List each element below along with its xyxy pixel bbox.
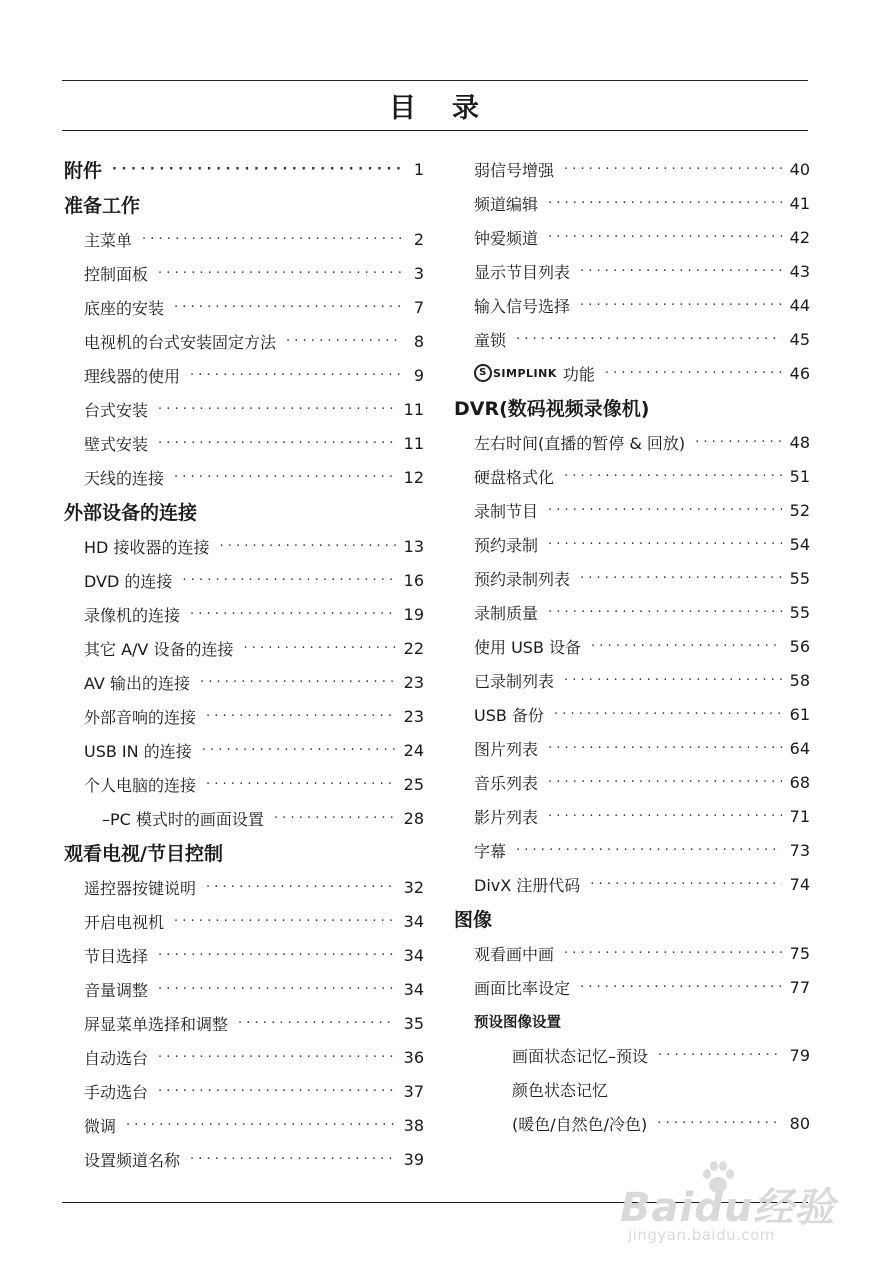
toc-entry[interactable] (454, 288, 810, 322)
toc-entry-label: 外部设备的连接 (64, 502, 198, 524)
toc-entry[interactable] (64, 665, 424, 699)
dot-leader (286, 335, 402, 348)
toc-entry[interactable] (454, 867, 810, 901)
dot-leader (190, 608, 396, 621)
dot-leader (516, 844, 782, 857)
toc-page-number: 71 (789, 806, 810, 826)
toc-entry-label: 预约录制列表 (474, 569, 571, 589)
toc-page-number: 43 (789, 261, 810, 281)
toc-entry[interactable] (64, 324, 424, 358)
toc-entry-label: 壁式安装 (84, 434, 149, 454)
toc-entry-label: 预设图像设置 (474, 1014, 561, 1031)
toc-entry-label: 天线的连接 (84, 468, 165, 488)
toc-page-number: 1 (413, 160, 424, 179)
toc-entry[interactable] (64, 529, 424, 563)
toc-entry[interactable] (64, 1040, 424, 1074)
toc-entry-label: 录像机的连接 (84, 605, 181, 625)
dot-leader (548, 538, 782, 551)
toc-section-heading[interactable] (64, 152, 424, 187)
dot-leader (200, 676, 396, 689)
toc-page-number: 79 (789, 1045, 810, 1065)
toc-entry-label: DVR(数码视频录像机) (454, 398, 650, 420)
toc-page-number: 58 (789, 670, 810, 690)
toc-entry[interactable] (64, 1074, 424, 1108)
toc-entry-label: 预约录制 (474, 535, 539, 555)
toc-entry[interactable] (454, 254, 810, 288)
dot-leader (158, 403, 396, 416)
title-char-1: 目 (389, 93, 418, 124)
dot-leader (564, 163, 782, 176)
dot-leader (591, 640, 782, 653)
toc-entry[interactable] (64, 256, 424, 290)
dot-leader (554, 708, 782, 721)
toc-entry-label: 控制面板 (84, 264, 149, 284)
toc-entry-label: 台式安装 (84, 400, 149, 420)
toc-page-number: 42 (789, 227, 810, 247)
dot-leader (158, 1085, 396, 1098)
toc-left-column (64, 152, 424, 1176)
toc-entry[interactable] (454, 527, 810, 561)
toc-page-number: 45 (789, 329, 810, 349)
dot-leader (206, 778, 396, 791)
toc-entry-label: 理线器的使用 (84, 366, 181, 386)
dot-leader (657, 1117, 781, 1130)
toc-entry-label: DivX 注册代码 (474, 875, 581, 895)
dot-leader (548, 197, 782, 210)
toc-entry-label: 主菜单 (84, 230, 133, 250)
toc-page-number: 52 (789, 500, 810, 520)
toc-entry-label: 电视机的台式安装固定方法 (84, 332, 277, 352)
toc-entry[interactable] (64, 597, 424, 631)
toc-page-number: 3 (413, 263, 424, 283)
toc-entry-label: USB IN 的连接 (84, 741, 192, 761)
toc-page-number: 35 (403, 1013, 424, 1033)
dot-leader (112, 163, 402, 176)
simplink-logo-icon: S SIMPLINK (474, 364, 557, 382)
dot-leader (605, 367, 782, 380)
toc-entry-label: 开启电视机 (84, 912, 165, 932)
toc-entry[interactable] (64, 870, 424, 904)
toc-entry[interactable] (454, 220, 810, 254)
toc-entry[interactable] (64, 358, 424, 392)
toc-page-number: 23 (403, 672, 424, 692)
dot-leader (182, 574, 395, 587)
toc-entry[interactable] (454, 833, 810, 867)
dot-leader (695, 436, 782, 449)
dot-leader (548, 504, 782, 517)
dot-leader (206, 710, 396, 723)
toc-entry-label: 颜色状态记忆 (512, 1080, 609, 1100)
watermark-url: jingyan.baidu.com (628, 1226, 775, 1244)
dot-leader (658, 1049, 782, 1062)
toc-entry[interactable] (64, 767, 424, 801)
toc-entry-label: 其它 A/V 设备的连接 (84, 639, 234, 659)
toc-entry[interactable] (454, 322, 810, 356)
toc-entry-label: 显示节目列表 (474, 262, 571, 282)
toc-page-number: 28 (403, 808, 424, 828)
dot-leader (158, 949, 396, 962)
toc-entry[interactable] (64, 426, 424, 460)
dot-leader (158, 1051, 396, 1064)
dot-leader (174, 915, 396, 928)
toc-page-number: 19 (403, 604, 424, 624)
toc-entry[interactable] (64, 631, 424, 665)
dot-leader (516, 333, 782, 346)
toc-entry[interactable] (64, 699, 424, 733)
toc-entry-label: 弱信号增强 (474, 160, 555, 180)
toc-entry-label: 自动选台 (84, 1048, 149, 1068)
toc-page-number: 39 (403, 1149, 424, 1169)
toc-entry-label: 字幕 (474, 841, 507, 861)
toc-page-number: 68 (789, 772, 810, 792)
toc-entry[interactable] (64, 290, 424, 324)
toc-entry[interactable] (454, 152, 810, 186)
toc-entry-label: 屏显菜单选择和调整 (84, 1014, 229, 1034)
toc-entry[interactable] (454, 1106, 810, 1140)
toc-entry[interactable] (454, 186, 810, 220)
toc-entry-label: 录制节目 (474, 501, 539, 521)
toc-page-number: 2 (413, 229, 424, 249)
dot-leader (238, 1017, 396, 1030)
toc-entry[interactable] (454, 765, 810, 799)
toc-page-number: 13 (403, 536, 424, 556)
toc-entry[interactable] (64, 972, 424, 1006)
dot-leader (548, 231, 782, 244)
toc-page-number: 34 (403, 979, 424, 999)
dot-leader (564, 674, 782, 687)
toc-entry[interactable] (454, 561, 810, 595)
toc-entry[interactable] (454, 425, 810, 459)
toc-page-number: 55 (789, 602, 810, 622)
toc-page-number: 9 (413, 365, 424, 385)
toc-entry[interactable] (454, 356, 810, 390)
toc-page-number: 7 (413, 297, 424, 317)
toc-entry[interactable] (64, 733, 424, 767)
dot-leader (580, 981, 782, 994)
title-rule (62, 130, 808, 131)
toc-entry-label: 设置频道名称 (84, 1150, 181, 1170)
dot-leader (126, 1119, 396, 1132)
toc-entry-label: 准备工作 (64, 195, 141, 217)
toc-entry-label: AV 输出的连接 (84, 673, 190, 693)
toc-entry[interactable] (454, 697, 810, 731)
toc-entry[interactable] (454, 936, 810, 970)
toc-page-number: 56 (789, 636, 810, 656)
toc-entry[interactable] (454, 1072, 810, 1106)
toc-entry-label: 附件 (64, 160, 103, 182)
toc-entry[interactable] (454, 970, 810, 1004)
toc-page-number: 54 (789, 534, 810, 554)
toc-page-number: 11 (403, 433, 424, 453)
toc-entry[interactable] (454, 799, 810, 833)
toc-entry-label: 童锁 (474, 330, 507, 350)
toc-entry-label: DVD 的连接 (84, 571, 173, 591)
dot-leader (174, 471, 396, 484)
toc-entry-label: 使用 USB 设备 (474, 637, 582, 657)
toc-entry-label: 音量调整 (84, 980, 149, 1000)
dot-leader (202, 744, 396, 757)
toc-page-number: 41 (789, 193, 810, 213)
toc-page-number: 40 (789, 159, 810, 179)
toc-subsection-heading[interactable] (454, 1004, 810, 1038)
toc-entry-label: 功能 (562, 364, 595, 384)
toc-entry[interactable] (64, 460, 424, 494)
toc-page-number: 12 (403, 467, 424, 487)
dot-leader (190, 369, 402, 382)
toc-entry[interactable] (64, 801, 424, 835)
toc-entry-label: 输入信号选择 (474, 296, 571, 316)
toc-page-number: 51 (789, 466, 810, 486)
dot-leader (158, 437, 396, 450)
toc-entry-label: 画面状态记忆–预设 (512, 1046, 649, 1066)
toc-page-number: 55 (789, 568, 810, 588)
dot-leader (580, 572, 782, 585)
toc-entry[interactable] (64, 1142, 424, 1176)
toc-page-number: 24 (403, 740, 424, 760)
toc-entry[interactable] (64, 904, 424, 938)
toc-section-heading[interactable] (454, 390, 810, 425)
toc-entry-label: –PC 模式时的画面设置 (102, 809, 264, 829)
watermark-brand: Baidu经验 (620, 1185, 836, 1231)
toc-entry[interactable] (64, 563, 424, 597)
toc-page-number: 34 (403, 945, 424, 965)
dot-leader (580, 265, 782, 278)
toc-entry-label: 图片列表 (474, 739, 539, 759)
title-char-2: 录 (452, 93, 481, 124)
toc-entry[interactable] (64, 392, 424, 426)
toc-section-heading[interactable] (64, 187, 424, 222)
toc-page-number: 8 (413, 331, 424, 351)
toc-entry-label: 钟爱频道 (474, 228, 539, 248)
toc-entry[interactable] (454, 595, 810, 629)
toc-entry-label: 底座的安装 (84, 298, 165, 318)
toc-entry-label: 微调 (84, 1116, 117, 1136)
toc-entry-label: 画面比率设定 (474, 978, 571, 998)
dot-leader (206, 881, 396, 894)
dot-leader (548, 742, 782, 755)
dot-leader (590, 878, 781, 891)
toc-page-number: 48 (789, 432, 810, 452)
dot-leader (580, 299, 782, 312)
toc-page-number: 73 (789, 840, 810, 860)
toc-entry-label: 已录制列表 (474, 671, 555, 691)
toc-entry-label: 频道编辑 (474, 194, 539, 214)
toc-entry-label: USB 备份 (474, 705, 544, 725)
toc-entry-label: 观看电视/节目控制 (64, 843, 223, 865)
toc-page-number: 22 (403, 638, 424, 658)
toc-entry[interactable] (454, 459, 810, 493)
toc-page-number: 34 (403, 911, 424, 931)
toc-entry-label: 硬盘格式化 (474, 467, 555, 487)
toc-page-number: 38 (403, 1115, 424, 1135)
toc-page-number: 37 (403, 1081, 424, 1101)
toc-entry-label: 外部音响的连接 (84, 707, 197, 727)
toc-page-number: 23 (403, 706, 424, 726)
toc-entry[interactable] (454, 663, 810, 697)
dot-leader (190, 1153, 396, 1166)
page-title (62, 86, 808, 125)
toc-entry[interactable] (64, 1108, 424, 1142)
toc-page-number: 44 (789, 295, 810, 315)
toc-entry-label: 音乐列表 (474, 773, 539, 793)
toc-page-number: 80 (789, 1113, 810, 1133)
toc-entry[interactable] (454, 629, 810, 663)
dot-leader (158, 983, 396, 996)
toc-entry-label: 录制质量 (474, 603, 539, 623)
dot-leader (564, 470, 782, 483)
toc-entry[interactable] (454, 731, 810, 765)
toc-page-number: 16 (403, 570, 424, 590)
toc-page-number: 25 (403, 774, 424, 794)
toc-entry-label: 遥控器按键说明 (84, 878, 197, 898)
toc-section-heading[interactable] (64, 494, 424, 529)
toc-entry-label: 个人电脑的连接 (84, 775, 197, 795)
toc-page-number: 11 (403, 399, 424, 419)
baidu-watermark (610, 1158, 850, 1258)
dot-leader (243, 642, 395, 655)
toc-entry-label: 手动选台 (84, 1082, 149, 1102)
dot-leader (548, 776, 782, 789)
dot-leader (142, 233, 402, 246)
toc-entry[interactable] (454, 493, 810, 527)
toc-right-column (454, 152, 810, 1140)
toc-page-number: 36 (403, 1047, 424, 1067)
dot-leader (219, 540, 395, 553)
dot-leader (548, 810, 782, 823)
toc-entry-label: 图像 (454, 909, 493, 931)
toc-page-number: 77 (789, 977, 810, 997)
toc-entry-label: 观看画中画 (474, 944, 555, 964)
top-rule (62, 80, 808, 81)
toc-entry[interactable] (64, 938, 424, 972)
toc-page-number: 32 (403, 877, 424, 897)
toc-page-number: 74 (789, 874, 810, 894)
toc-page-number: 46 (789, 363, 810, 383)
toc-entry-label: HD 接收器的连接 (84, 537, 210, 557)
toc-entry-label: (暖色/自然色/冷色) (512, 1114, 648, 1134)
toc-entry-label: 影片列表 (474, 807, 539, 827)
toc-entry[interactable] (64, 222, 424, 256)
toc-section-heading[interactable] (64, 835, 424, 870)
toc-page-number: 75 (789, 943, 810, 963)
toc-page-number: 64 (789, 738, 810, 758)
toc-entry-label: 左右时间(直播的暂停 & 回放) (474, 433, 686, 453)
toc-entry-label: 节目选择 (84, 946, 149, 966)
dot-leader (274, 812, 396, 825)
toc-section-heading[interactable] (454, 901, 810, 936)
toc-entry[interactable] (64, 1006, 424, 1040)
toc-entry[interactable] (454, 1038, 810, 1072)
dot-leader (158, 267, 402, 280)
dot-leader (564, 947, 782, 960)
dot-leader (174, 301, 402, 314)
toc-page-number: 61 (789, 704, 810, 724)
dot-leader (548, 606, 782, 619)
